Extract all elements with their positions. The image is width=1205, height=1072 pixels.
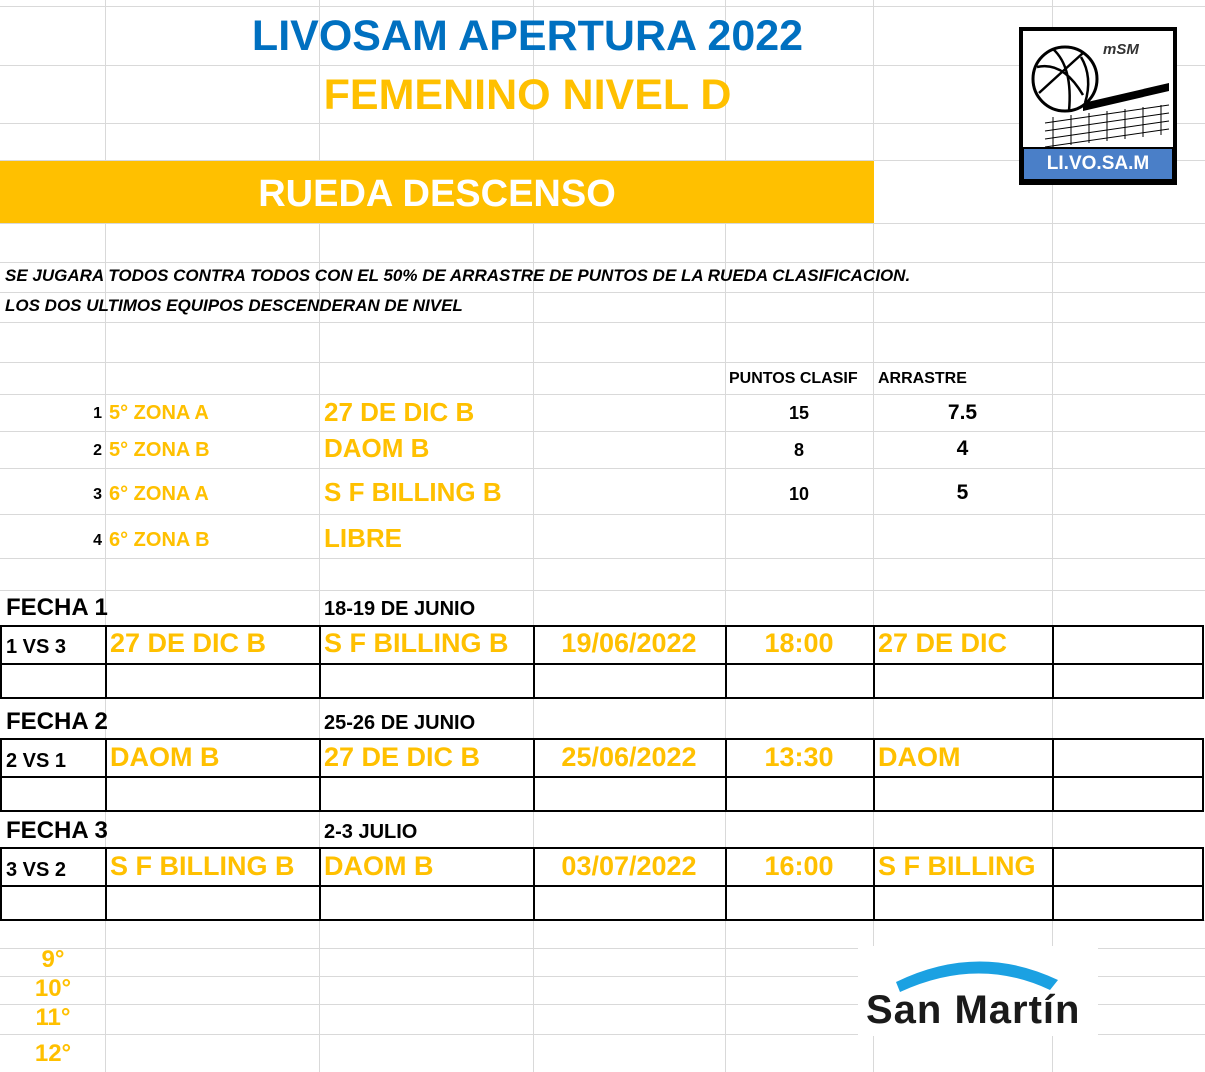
standing-arrastre: 7.5 (947, 401, 978, 424)
fecha-dates: 2-3 JULIO (324, 821, 418, 843)
place-label: 10° (34, 975, 72, 1002)
match-home: S F BILLING B (110, 851, 295, 881)
fecha-label: FECHA 3 (6, 817, 108, 844)
standing-num: 2 (93, 442, 102, 459)
standing-zone: 6° ZONA B (109, 529, 210, 551)
fecha-dates: 25-26 DE JUNIO (324, 712, 476, 734)
fecha-dates: 18-19 DE JUNIO (324, 598, 476, 620)
col-header-arrastre: ARRASTRE (878, 370, 967, 387)
match-vs: 3 VS 2 (6, 859, 67, 881)
section-banner-label: RUEDA DESCENSO (258, 173, 616, 215)
match-venue: DAOM (878, 742, 961, 772)
page-title: LIVOSAM APERTURA 2022 (251, 12, 804, 60)
standing-arrastre: 4 (956, 437, 969, 460)
match-time: 16:00 (764, 851, 834, 881)
match-home: 27 DE DIC B (110, 628, 267, 658)
col-header-puntos-clasif: PUNTOS CLASIF (729, 370, 858, 387)
place-label: 12° (34, 1040, 72, 1067)
standing-puntos: 8 (793, 440, 804, 460)
match-away: DAOM B (324, 851, 434, 881)
san-martin-text: San Martín (866, 988, 1081, 1032)
livosam-logo-tag: mSM (1103, 41, 1139, 58)
fecha-label: FECHA 2 (6, 708, 108, 735)
standing-arrastre: 5 (956, 481, 969, 504)
standing-zone: 5° ZONA B (109, 439, 210, 461)
standing-num: 4 (93, 532, 102, 549)
standing-puntos: 10 (788, 484, 810, 504)
match-time: 13:30 (764, 742, 834, 772)
standing-zone: 6° ZONA A (109, 483, 209, 505)
match-venue: 27 DE DIC (878, 628, 1008, 658)
section-banner (0, 161, 874, 223)
san-martin-logo (858, 946, 1098, 1036)
standing-puntos: 15 (788, 403, 810, 423)
standing-num: 3 (93, 486, 102, 503)
place-label: 11° (35, 1004, 71, 1031)
match-vs: 2 VS 1 (6, 750, 67, 772)
fecha-label: FECHA 1 (6, 594, 108, 621)
standing-team: 27 DE DIC B (324, 397, 475, 427)
match-away: S F BILLING B (324, 628, 509, 658)
match-away: 27 DE DIC B (324, 742, 481, 772)
rule-line-2: LOS DOS ULTIMOS EQUIPOS DESCENDERAN DE NIVEL (5, 296, 463, 315)
match-venue: S F BILLING (878, 851, 1036, 881)
match-date: 03/07/2022 (561, 851, 697, 881)
match-time: 18:00 (764, 628, 834, 658)
livosam-logo-label: LI.VO.SA.M (1024, 149, 1172, 179)
livosam-logo-image (1023, 31, 1173, 147)
rule-line-1: SE JUGARA TODOS CONTRA TODOS CON EL 50% DE ARRASTRE DE PUNTOS DE LA RUEDA CLASIFICACION. (5, 266, 911, 285)
match-date: 25/06/2022 (561, 742, 697, 772)
standing-zone: 5° ZONA A (109, 402, 209, 424)
match-date: 19/06/2022 (561, 628, 697, 658)
place-label: 9° (41, 946, 65, 973)
standing-num: 1 (93, 405, 102, 422)
page-subtitle: FEMENINO NIVEL D (323, 71, 732, 119)
livosam-logo (1019, 27, 1177, 185)
match-home: DAOM B (110, 742, 220, 772)
volleyball-icon (1023, 31, 1173, 147)
match-vs: 1 VS 3 (6, 636, 67, 658)
standing-team: LIBRE (324, 523, 402, 553)
standing-team: S F BILLING B (324, 477, 502, 507)
standing-team: DAOM B (324, 433, 430, 463)
